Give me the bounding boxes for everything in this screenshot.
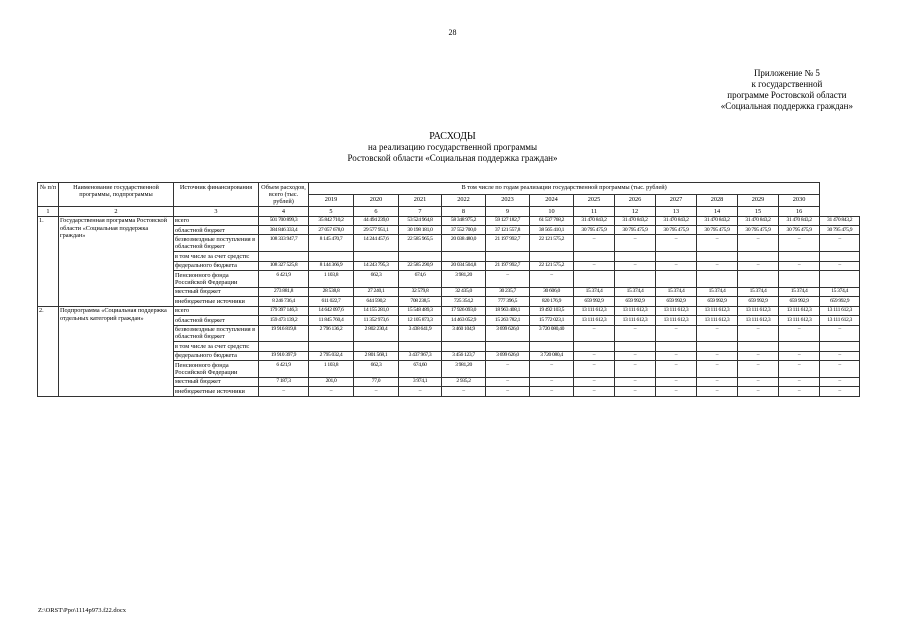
column-number: 12 xyxy=(615,207,656,216)
year-value xyxy=(399,252,442,261)
year-value: 13 111 612,3 xyxy=(738,306,779,315)
col-header-num: № п/п xyxy=(38,183,59,207)
column-number: 5 xyxy=(309,207,354,216)
funding-source: всего xyxy=(174,306,259,315)
year-value xyxy=(309,252,354,261)
year-value: 3 438 641,9 xyxy=(399,325,442,342)
funding-source: областной бюджет xyxy=(174,226,259,235)
year-value: 13 111 612,3 xyxy=(820,316,860,325)
funding-source: безвозмездные поступления в областной бюджет xyxy=(174,325,259,342)
year-value: 2 935,2 xyxy=(442,377,486,386)
year-value xyxy=(574,252,615,261)
year-value: – xyxy=(697,351,738,360)
year-value: 20 038 480,0 xyxy=(442,235,486,252)
year-value: 15 548 489,3 xyxy=(399,306,442,315)
total-value: 108 333 947,7 xyxy=(259,235,309,252)
year-value: – xyxy=(486,387,530,396)
year-value: – xyxy=(615,351,656,360)
year-value: 31 470 843,2 xyxy=(656,216,697,225)
year-value: 30 795 475,9 xyxy=(656,226,697,235)
year-value: 1 103,8 xyxy=(309,271,354,288)
year-value xyxy=(779,271,820,288)
funding-source: федерального бюджета xyxy=(174,351,259,360)
year-value: – xyxy=(820,235,860,252)
year-value xyxy=(615,271,656,288)
column-number: 16 xyxy=(779,207,820,216)
document-title xyxy=(0,131,905,164)
year-value: 29 577 951,1 xyxy=(354,226,399,235)
year-value: – xyxy=(574,387,615,396)
year-value: 13 111 612,3 xyxy=(574,316,615,325)
program-name: Государственная программа Ростовской области «Социальная поддержка граждан» xyxy=(59,216,174,306)
year-value: – xyxy=(574,325,615,342)
year-value xyxy=(656,252,697,261)
year-value xyxy=(697,252,738,261)
year-value: 19 492 103,5 xyxy=(530,306,574,315)
year-value xyxy=(820,271,860,288)
year-value: – xyxy=(354,387,399,396)
year-value: 820 176,9 xyxy=(530,297,574,306)
col-header-source: Источник финансирования xyxy=(174,183,259,207)
year-value: – xyxy=(530,387,574,396)
total-value: 501 700 899,3 xyxy=(259,216,309,225)
year-header: 2029 xyxy=(738,195,779,207)
column-number: 1 xyxy=(38,207,59,216)
year-value: – xyxy=(779,235,820,252)
year-value: – xyxy=(738,325,779,342)
year-value: 15 374,4 xyxy=(656,287,697,296)
year-value: 3 699 626,0 xyxy=(486,325,530,342)
year-value: – xyxy=(442,387,486,396)
year-value: 777 396,5 xyxy=(486,297,530,306)
year-value xyxy=(354,342,399,351)
year-value: 3 720 080,4 xyxy=(530,351,574,360)
year-value xyxy=(530,342,574,351)
funding-source: Пенсионного фонда Российской Федерации xyxy=(174,361,259,378)
year-value: 15 374,4 xyxy=(738,287,779,296)
year-value xyxy=(738,252,779,261)
year-value: 37 552 700,0 xyxy=(442,226,486,235)
year-value: – xyxy=(697,261,738,270)
total-value: 8 246 736,4 xyxy=(259,297,309,306)
column-number: 9 xyxy=(486,207,530,216)
year-value: 32 579,8 xyxy=(399,287,442,296)
year-value: – xyxy=(615,377,656,386)
year-value: 13 111 612,3 xyxy=(779,306,820,315)
year-value: 674,60 xyxy=(399,361,442,378)
year-value: 31 470 843,2 xyxy=(615,216,656,225)
year-value: 77,0 xyxy=(354,377,399,386)
year-value: – xyxy=(738,387,779,396)
year-value xyxy=(574,342,615,351)
year-value: 32 435,0 xyxy=(442,287,486,296)
year-value: 14 155 281,0 xyxy=(354,306,399,315)
year-value: 15 374,4 xyxy=(820,287,860,296)
year-value: 22 585 290,9 xyxy=(399,261,442,270)
year-value: – xyxy=(779,377,820,386)
year-value xyxy=(442,342,486,351)
year-value: 11 845 760,4 xyxy=(309,316,354,325)
total-value: 384 846 333,4 xyxy=(259,226,309,235)
year-value: – xyxy=(697,361,738,378)
year-value: 30 795 475,9 xyxy=(820,226,860,235)
year-value: 15 772 023,1 xyxy=(530,316,574,325)
year-value: – xyxy=(399,387,442,396)
year-value xyxy=(779,252,820,261)
year-value: – xyxy=(820,261,860,270)
year-value: – xyxy=(738,351,779,360)
year-value: 30 795 475,9 xyxy=(574,226,615,235)
expenses-table xyxy=(37,182,860,397)
year-value xyxy=(697,342,738,351)
year-value: 3 720 080,40 xyxy=(530,325,574,342)
year-value: 31 470 843,2 xyxy=(820,216,860,225)
total-value: 19 916 819,8 xyxy=(259,325,309,342)
funding-source: федерального бюджета xyxy=(174,261,259,270)
year-value xyxy=(486,342,530,351)
total-value: 6 421,9 xyxy=(259,361,309,378)
year-value: 662,3 xyxy=(354,271,399,288)
year-value: 15 374,4 xyxy=(574,287,615,296)
year-value: 22 121 575,2 xyxy=(530,235,574,252)
funding-source: в том числе за счет средств: xyxy=(174,342,259,351)
year-value: 31 470 843,2 xyxy=(574,216,615,225)
year-value: 659 992,9 xyxy=(738,297,779,306)
year-value: 28 538,8 xyxy=(309,287,354,296)
year-value: 21 197 992,7 xyxy=(486,235,530,252)
total-value: 6 421,9 xyxy=(259,271,309,288)
year-value xyxy=(442,252,486,261)
year-value: 3 981,20 xyxy=(442,361,486,378)
year-header: 2020 xyxy=(354,195,399,207)
appendix-line: к государственной xyxy=(751,79,823,89)
year-value: 3 699 626,0 xyxy=(486,351,530,360)
funding-source: Пенсионного фонда Российской Федерации xyxy=(174,271,259,288)
year-value: 22 121 575,2 xyxy=(530,261,574,270)
year-value: – xyxy=(697,235,738,252)
title-line: на реализацию государственной программы xyxy=(367,142,538,152)
year-value: 8 144 366,9 xyxy=(309,261,354,270)
year-value: – xyxy=(530,377,574,386)
funding-source: местный бюджет xyxy=(174,287,259,296)
year-value: 59 127 182,7 xyxy=(486,216,530,225)
year-value: 31 470 843,2 xyxy=(738,216,779,225)
year-value: 18 963 408,1 xyxy=(486,306,530,315)
col-header-name: Наименование государственной программы, подпрограммы xyxy=(59,183,174,207)
year-value: 30 795 475,9 xyxy=(615,226,656,235)
total-value: 7 187,3 xyxy=(259,377,309,386)
year-value: 659 992,9 xyxy=(779,297,820,306)
year-header: 2028 xyxy=(697,195,738,207)
page-number: 28 xyxy=(448,28,457,37)
year-value: 3 460 104,9 xyxy=(442,325,486,342)
year-value xyxy=(738,342,779,351)
year-value: – xyxy=(820,361,860,378)
total-value: 108 327 525,8 xyxy=(259,261,309,270)
funding-source: местный бюджет xyxy=(174,377,259,386)
year-value: – xyxy=(656,261,697,270)
year-value: 662,3 xyxy=(354,361,399,378)
year-value: – xyxy=(820,351,860,360)
row-index: 2. xyxy=(38,306,59,396)
year-value: – xyxy=(574,235,615,252)
year-value: 644 590,2 xyxy=(354,297,399,306)
year-value: 14 244 457,6 xyxy=(354,235,399,252)
year-value: 21 197 992,7 xyxy=(486,261,530,270)
program-name: Подпрограмма «Социальная поддержка отдельных категорий граждан» xyxy=(59,306,174,396)
year-value: – xyxy=(486,377,530,386)
year-header: 2021 xyxy=(399,195,442,207)
year-value: 13 111 612,3 xyxy=(779,316,820,325)
column-number-row xyxy=(38,207,860,216)
year-value xyxy=(309,342,354,351)
year-value: 58 348 975,2 xyxy=(442,216,486,225)
year-value: 15 263 782,1 xyxy=(486,316,530,325)
year-value: 14 642 097,6 xyxy=(309,306,354,315)
year-value: 53 524 964,8 xyxy=(399,216,442,225)
year-value: 27 240,1 xyxy=(354,287,399,296)
column-number: 6 xyxy=(354,207,399,216)
year-value: – xyxy=(779,361,820,378)
year-value xyxy=(738,271,779,288)
year-value: 674,6 xyxy=(399,271,442,288)
title-line: Ростовской области «Социальная поддержка граждан» xyxy=(347,153,558,163)
year-value: 12 105 873,3 xyxy=(399,316,442,325)
year-value: – xyxy=(486,361,530,378)
year-value: 35 842 710,2 xyxy=(309,216,354,225)
year-value: 15 374,4 xyxy=(697,287,738,296)
year-value xyxy=(656,342,697,351)
year-value: 11 352 973,6 xyxy=(354,316,399,325)
year-value: – xyxy=(697,325,738,342)
year-value: – xyxy=(574,377,615,386)
year-value: 14 243 795,3 xyxy=(354,261,399,270)
year-value: – xyxy=(820,325,860,342)
column-number: 14 xyxy=(697,207,738,216)
year-value xyxy=(615,252,656,261)
year-value xyxy=(486,252,530,261)
column-number: 10 xyxy=(530,207,574,216)
total-value: – xyxy=(259,387,309,396)
col-header-by-year: В том числе по годам реализации государственной программы (тыс. рублей) xyxy=(309,183,820,195)
year-value xyxy=(779,342,820,351)
year-value: – xyxy=(615,235,656,252)
year-value: – xyxy=(820,387,860,396)
year-value: 611 022,7 xyxy=(309,297,354,306)
funding-source: безвозмездные поступления в областной бюджет xyxy=(174,235,259,252)
year-value: – xyxy=(738,261,779,270)
year-value: – xyxy=(615,261,656,270)
column-number: 7 xyxy=(399,207,442,216)
column-number: 2 xyxy=(59,207,174,216)
year-header: 2022 xyxy=(442,195,486,207)
table-row xyxy=(38,216,860,225)
total-value xyxy=(259,342,309,351)
year-value: – xyxy=(779,351,820,360)
year-value: 13 111 612,3 xyxy=(615,316,656,325)
total-value: 273 881,8 xyxy=(259,287,309,296)
year-header: 2030 xyxy=(779,195,820,207)
year-value: 15 374,4 xyxy=(779,287,820,296)
year-value: 3 974,1 xyxy=(399,377,442,386)
year-value: – xyxy=(486,271,530,288)
year-value: – xyxy=(738,235,779,252)
column-number: 15 xyxy=(738,207,779,216)
funding-source: всего xyxy=(174,216,259,225)
year-value: 30 198 181,0 xyxy=(399,226,442,235)
year-value xyxy=(697,271,738,288)
year-value xyxy=(399,342,442,351)
year-value: 201,0 xyxy=(309,377,354,386)
funding-source: внебюджетные источники xyxy=(174,387,259,396)
year-header: 2024 xyxy=(530,195,574,207)
year-value: – xyxy=(309,387,354,396)
year-value: 30 795 475,9 xyxy=(738,226,779,235)
year-header: 2025 xyxy=(574,195,615,207)
year-value: – xyxy=(697,377,738,386)
funding-source: внебюджетные источники xyxy=(174,297,259,306)
year-value xyxy=(656,271,697,288)
total-value: 179 397 146,3 xyxy=(259,306,309,315)
year-value: – xyxy=(820,377,860,386)
year-value: – xyxy=(656,325,697,342)
year-value: – xyxy=(574,361,615,378)
year-value: 27 057 678,0 xyxy=(309,226,354,235)
year-header: 2019 xyxy=(309,195,354,207)
column-number: 8 xyxy=(442,207,486,216)
year-value: 659 992,9 xyxy=(574,297,615,306)
year-value: 30 606,0 xyxy=(530,287,574,296)
appendix-line: «Социальная поддержка граждан» xyxy=(720,101,853,111)
year-value: – xyxy=(656,377,697,386)
year-value: – xyxy=(656,387,697,396)
year-value: 659 992,9 xyxy=(697,297,738,306)
year-value: 2 801 568,1 xyxy=(354,351,399,360)
year-value: 1 103,8 xyxy=(309,361,354,378)
year-value xyxy=(820,342,860,351)
title-line: РАСХОДЫ xyxy=(429,131,476,142)
appendix-line: Приложение № 5 xyxy=(753,68,820,78)
column-number: 3 xyxy=(174,207,259,216)
year-value: 659 992,9 xyxy=(615,297,656,306)
year-value: 13 111 612,3 xyxy=(574,306,615,315)
col-header-total: Объем расходов, всего (тыс. рублей) xyxy=(259,183,309,207)
total-value: 159 473 139,2 xyxy=(259,316,309,325)
year-value: – xyxy=(574,351,615,360)
year-value: 13 111 612,3 xyxy=(656,306,697,315)
year-value xyxy=(820,252,860,261)
year-value: 37 121 557,8 xyxy=(486,226,530,235)
year-value: – xyxy=(779,261,820,270)
year-value: – xyxy=(779,325,820,342)
year-value: 20 034 504,8 xyxy=(442,261,486,270)
year-value: 13 111 612,3 xyxy=(738,316,779,325)
year-value: 61 537 768,2 xyxy=(530,216,574,225)
year-value: 725 354,2 xyxy=(442,297,486,306)
year-value: 708 238,5 xyxy=(399,297,442,306)
year-value: 44 494 239,0 xyxy=(354,216,399,225)
appendix-note xyxy=(721,68,853,112)
year-value: 2 802 230,4 xyxy=(354,325,399,342)
year-value: – xyxy=(738,361,779,378)
year-value: 22 585 965,5 xyxy=(399,235,442,252)
year-value: 31 470 843,2 xyxy=(697,216,738,225)
funding-source: в том числе за счет средств: xyxy=(174,252,259,261)
year-value: 2 796 136,2 xyxy=(309,325,354,342)
year-value: – xyxy=(656,235,697,252)
year-value: 17 926 093,0 xyxy=(442,306,486,315)
year-value: 31 470 843,2 xyxy=(779,216,820,225)
appendix-line: программе Ростовской области xyxy=(727,90,847,100)
header-row xyxy=(38,183,860,195)
year-value: 3 981,20 xyxy=(442,271,486,288)
year-value: – xyxy=(738,377,779,386)
file-path-footer: Z:\ORST\Ppo\1114p973.f22.docx xyxy=(38,607,126,614)
year-value: 8 145 470,7 xyxy=(309,235,354,252)
year-value: 15 374,4 xyxy=(615,287,656,296)
year-value xyxy=(354,252,399,261)
year-value: 14 463 052,9 xyxy=(442,316,486,325)
year-value: 30 235,7 xyxy=(486,287,530,296)
year-value: 13 111 612,3 xyxy=(820,306,860,315)
row-index: 1. xyxy=(38,216,59,306)
year-value xyxy=(615,342,656,351)
year-header: 2026 xyxy=(615,195,656,207)
column-number: 4 xyxy=(259,207,309,216)
year-value: – xyxy=(615,361,656,378)
year-value: – xyxy=(697,387,738,396)
year-value: – xyxy=(615,325,656,342)
year-value: – xyxy=(656,361,697,378)
year-value: 3 456 123,7 xyxy=(442,351,486,360)
total-value xyxy=(259,252,309,261)
year-value: – xyxy=(574,261,615,270)
year-value: 2 795 032,4 xyxy=(309,351,354,360)
year-value: – xyxy=(656,351,697,360)
year-value xyxy=(574,271,615,288)
year-value: 3 437 967,3 xyxy=(399,351,442,360)
total-value: 19 910 397,9 xyxy=(259,351,309,360)
column-number: 13 xyxy=(656,207,697,216)
year-value: 13 111 612,3 xyxy=(697,316,738,325)
year-value: – xyxy=(530,271,574,288)
year-value: – xyxy=(779,387,820,396)
year-value: 13 111 612,3 xyxy=(656,316,697,325)
year-value: 13 111 612,3 xyxy=(615,306,656,315)
year-value: 38 565 410,1 xyxy=(530,226,574,235)
year-value: 13 111 612,3 xyxy=(697,306,738,315)
year-header: 2023 xyxy=(486,195,530,207)
year-header: 2027 xyxy=(656,195,697,207)
year-value: 659 992,9 xyxy=(656,297,697,306)
year-value: 659 992,9 xyxy=(820,297,860,306)
year-value: 30 795 475,9 xyxy=(697,226,738,235)
year-value: 30 795 475,9 xyxy=(779,226,820,235)
year-value xyxy=(530,252,574,261)
year-value: – xyxy=(530,361,574,378)
funding-source: областной бюджет xyxy=(174,316,259,325)
year-value: – xyxy=(615,387,656,396)
column-number: 11 xyxy=(574,207,615,216)
table-row xyxy=(38,306,860,315)
